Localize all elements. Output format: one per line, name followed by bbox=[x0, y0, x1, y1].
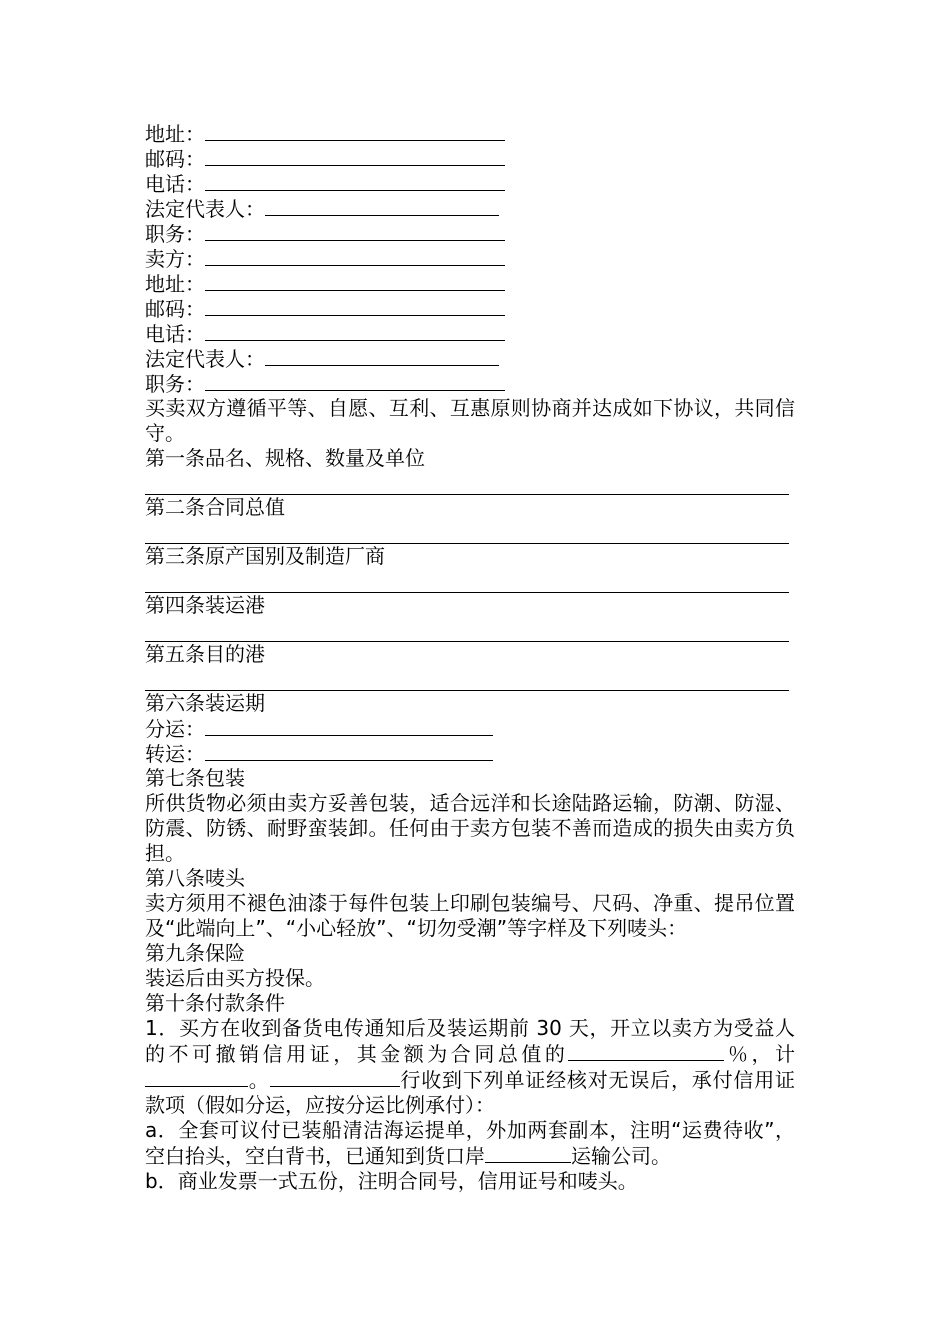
transshipment-blank[interactable] bbox=[205, 741, 493, 761]
clause-1-text-a: 1．买方在收到备货电传通知后及装运期前 30 天，开立以卖方为受益人的不可撤销信用证，其金额为合同总值的 bbox=[145, 1016, 795, 1066]
article-9-text: 装运后由买方投保。 bbox=[145, 966, 325, 990]
seller-phone-line bbox=[145, 321, 795, 346]
buyer-address-label: 地址： bbox=[145, 122, 205, 146]
seller-legal-rep-line bbox=[145, 346, 795, 371]
article-6-heading: 第六条装运期 bbox=[145, 691, 265, 715]
buyer-legal-rep-label: 法定代表人： bbox=[145, 197, 265, 221]
article-2-blank[interactable] bbox=[145, 520, 789, 544]
buyer-postcode-label: 邮码： bbox=[145, 147, 205, 171]
seller-postcode-label: 邮码： bbox=[145, 297, 205, 321]
buyer-postcode-line bbox=[145, 146, 795, 171]
article-1-blank[interactable] bbox=[145, 471, 789, 495]
article-4-blank[interactable] bbox=[145, 618, 789, 642]
bank-name-blank[interactable] bbox=[270, 1067, 400, 1087]
partial-shipment-label: 分运： bbox=[145, 717, 205, 741]
article-8-heading: 第八条唛头 bbox=[145, 866, 245, 890]
item-a-text-2: 运输公司。 bbox=[571, 1144, 671, 1168]
buyer-phone-blank[interactable] bbox=[205, 171, 505, 191]
article-10-item-b: b．商业发票一式五份，注明合同号，信用证号和唛头。 bbox=[145, 1169, 638, 1193]
partial-shipment-line bbox=[145, 716, 795, 741]
seller-legal-rep-blank[interactable] bbox=[265, 346, 499, 366]
buyer-legal-rep-line bbox=[145, 196, 795, 221]
intro-paragraph: 买卖双方遵循平等、自愿、互利、互惠原则协商并达成如下协议，共同信守。 bbox=[145, 396, 795, 445]
article-10-clause-1 bbox=[145, 1016, 795, 1118]
seller-address-label: 地址： bbox=[145, 272, 205, 296]
article-7-heading: 第七条包装 bbox=[145, 766, 245, 790]
buyer-postcode-blank[interactable] bbox=[205, 146, 505, 166]
article-1-heading: 第一条品名、规格、数量及单位 bbox=[145, 446, 425, 470]
transshipment-label: 转运： bbox=[145, 742, 205, 766]
article-10-heading: 第十条付款条件 bbox=[145, 991, 285, 1015]
article-5-heading: 第五条目的港 bbox=[145, 642, 265, 666]
item-a-text-1: a．全套可议付已装船清洁海运提单，外加两套副本，注明“运费待收”，空白抬头，空白背书，已通知到货口岸 bbox=[145, 1118, 795, 1168]
seller-legal-rep-label: 法定代表人： bbox=[145, 347, 265, 371]
article-4-heading: 第四条装运港 bbox=[145, 593, 265, 617]
seller-postcode-blank[interactable] bbox=[205, 296, 505, 316]
partial-shipment-blank[interactable] bbox=[205, 716, 493, 736]
seller-label: 卖方： bbox=[145, 247, 205, 271]
seller-position-blank[interactable] bbox=[205, 371, 505, 391]
article-5-blank[interactable] bbox=[145, 667, 789, 691]
article-8-text: 卖方须用不褪色油漆于每件包装上印刷包装编号、尺码、净重、提吊位置及“此端向上”、“小心轻放”、“切勿受潮”等字样及下列唛头： bbox=[145, 891, 795, 940]
buyer-address-line bbox=[145, 121, 795, 146]
article-10-item-a bbox=[145, 1118, 795, 1169]
seller-postcode-line bbox=[145, 296, 795, 321]
article-3-heading: 第三条原产国别及制造厂商 bbox=[145, 544, 385, 568]
buyer-position-line bbox=[145, 221, 795, 246]
contract-percent-blank[interactable] bbox=[568, 1041, 724, 1061]
clause-1-text-b: ％，计 bbox=[724, 1042, 796, 1066]
seller-address-line bbox=[145, 271, 795, 296]
article-3-blank[interactable] bbox=[145, 569, 789, 593]
seller-line bbox=[145, 246, 795, 271]
clause-1-text-d: 行收到下列单证经核对无误后，承付信用证款项（假如分运，应按分运比例承付）： bbox=[145, 1068, 796, 1117]
seller-position-label: 职务： bbox=[145, 372, 205, 396]
port-blank[interactable] bbox=[485, 1143, 571, 1163]
seller-name-blank[interactable] bbox=[205, 246, 505, 266]
seller-phone-blank[interactable] bbox=[205, 321, 505, 341]
buyer-legal-rep-blank[interactable] bbox=[265, 196, 499, 216]
buyer-phone-line bbox=[145, 171, 795, 196]
seller-address-blank[interactable] bbox=[205, 271, 505, 291]
contract-page bbox=[145, 121, 795, 1194]
clause-1-text-c: 。 bbox=[248, 1068, 270, 1092]
amount-blank[interactable] bbox=[145, 1067, 248, 1087]
buyer-phone-label: 电话： bbox=[145, 172, 205, 196]
seller-phone-label: 电话： bbox=[145, 322, 205, 346]
article-7-text: 所供货物必须由卖方妥善包装，适合远洋和长途陆路运输，防潮、防湿、防震、防锈、耐野蛮装卸。任何由于卖方包装不善而造成的损失由卖方负担。 bbox=[145, 791, 795, 865]
buyer-position-label: 职务： bbox=[145, 222, 205, 246]
seller-position-line bbox=[145, 371, 795, 396]
transshipment-line bbox=[145, 741, 795, 766]
article-2-heading: 第二条合同总值 bbox=[145, 495, 285, 519]
buyer-position-blank[interactable] bbox=[205, 221, 505, 241]
article-9-heading: 第九条保险 bbox=[145, 941, 245, 965]
buyer-address-blank[interactable] bbox=[205, 121, 505, 141]
